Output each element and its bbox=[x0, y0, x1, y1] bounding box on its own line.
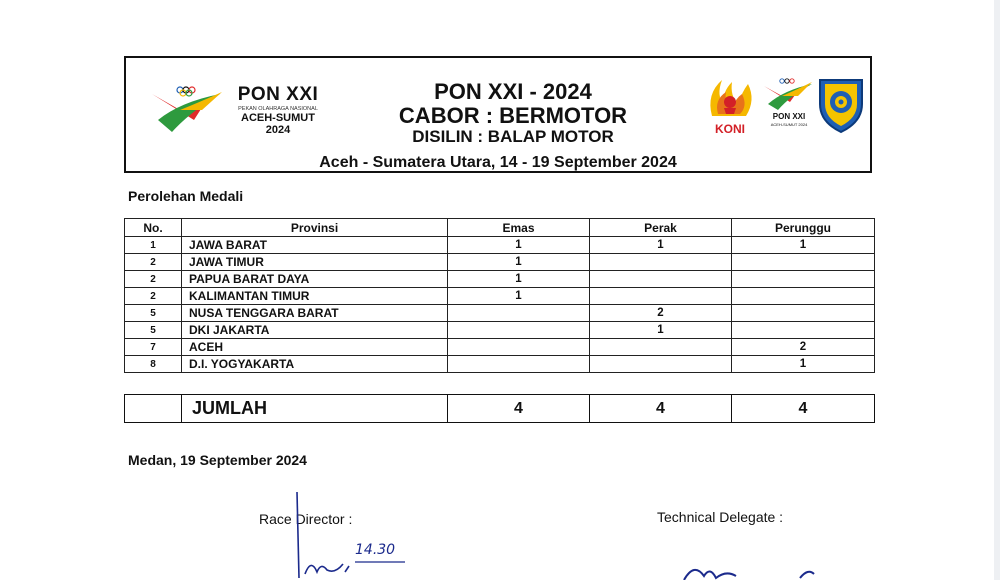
total-table bbox=[124, 394, 875, 423]
place-date: Medan, 19 September 2024 bbox=[128, 452, 307, 468]
cell-no: 2 bbox=[125, 271, 182, 288]
total-perunggu: 4 bbox=[732, 395, 875, 423]
pon-logo-region: ACEH-SUMUT bbox=[241, 112, 315, 124]
location-date: Aceh - Sumatera Utara, 14 - 19 September 2024 bbox=[319, 154, 677, 171]
cell-perunggu bbox=[732, 288, 875, 305]
table-row bbox=[125, 322, 875, 339]
pon-small-subtitle: ACEH-SUMUT 2024 bbox=[770, 122, 808, 127]
disilin-title: DISILIN : BALAP MOTOR bbox=[412, 127, 614, 146]
cell-perak: 2 bbox=[590, 305, 732, 322]
technical-delegate-label: Technical Delegate : bbox=[657, 509, 784, 525]
technical-delegate-signature bbox=[680, 560, 830, 580]
cell-emas: 1 bbox=[448, 288, 590, 305]
section-title: Perolehan Medali bbox=[128, 188, 244, 204]
table-row bbox=[125, 339, 875, 356]
cell-no: 2 bbox=[125, 254, 182, 271]
cell-perunggu bbox=[732, 305, 875, 322]
cell-provinsi: NUSA TENGGARA BARAT bbox=[182, 305, 448, 322]
table-row bbox=[125, 356, 875, 373]
medal-table bbox=[124, 218, 875, 373]
pon-logo-subtitle: PEKAN OLAHRAGA NASIONAL bbox=[238, 106, 318, 112]
cell-emas bbox=[448, 339, 590, 356]
cell-perunggu: 1 bbox=[732, 237, 875, 254]
race-director-label: Race Director : bbox=[259, 511, 353, 527]
cell-emas bbox=[448, 322, 590, 339]
header-perak: Perak bbox=[590, 219, 732, 237]
total-empty-cell bbox=[125, 395, 182, 423]
cell-provinsi: D.I. YOGYAKARTA bbox=[182, 356, 448, 373]
koni-logo bbox=[702, 74, 758, 138]
handwritten-time: 14.30 bbox=[355, 542, 396, 558]
cell-perak bbox=[590, 356, 732, 373]
total-row bbox=[125, 395, 875, 423]
cell-no: 8 bbox=[125, 356, 182, 373]
table-row bbox=[125, 237, 875, 254]
pon-small-logo bbox=[762, 76, 816, 138]
cell-perunggu bbox=[732, 254, 875, 271]
cell-perak bbox=[590, 339, 732, 356]
race-director-signature bbox=[285, 488, 415, 580]
cell-provinsi: JAWA BARAT bbox=[182, 237, 448, 254]
pon-logo-year: 2024 bbox=[265, 124, 291, 136]
total-label: JUMLAH bbox=[182, 395, 448, 423]
table-row bbox=[125, 305, 875, 322]
table-row bbox=[125, 288, 875, 305]
header-emas: Emas bbox=[448, 219, 590, 237]
cabor-title: CABOR : BERMOTOR bbox=[398, 103, 628, 128]
koni-flame-icon bbox=[702, 74, 758, 124]
cell-emas bbox=[448, 305, 590, 322]
cell-perak bbox=[590, 271, 732, 288]
cell-no: 5 bbox=[125, 305, 182, 322]
cell-provinsi: JAWA TIMUR bbox=[182, 254, 448, 271]
cell-emas: 1 bbox=[448, 271, 590, 288]
cell-emas bbox=[448, 356, 590, 373]
cell-provinsi: DKI JAKARTA bbox=[182, 322, 448, 339]
cell-provinsi: KALIMANTAN TIMUR bbox=[182, 288, 448, 305]
cell-perunggu bbox=[732, 271, 875, 288]
total-perak: 4 bbox=[590, 395, 732, 423]
imi-logo bbox=[816, 74, 866, 134]
header-titles bbox=[306, 80, 720, 147]
pon-small-title: PON XXI bbox=[772, 112, 806, 121]
cell-emas: 1 bbox=[448, 237, 590, 254]
cell-no: 5 bbox=[125, 322, 182, 339]
pon-small-swoosh-icon bbox=[762, 76, 816, 112]
header-provinsi: Provinsi bbox=[182, 219, 448, 237]
koni-label: KONI bbox=[715, 122, 745, 136]
cell-perak: 1 bbox=[590, 237, 732, 254]
table-row bbox=[125, 254, 875, 271]
header-no: No. bbox=[125, 219, 182, 237]
cell-no: 2 bbox=[125, 288, 182, 305]
cell-perak bbox=[590, 288, 732, 305]
cell-provinsi: PAPUA BARAT DAYA bbox=[182, 271, 448, 288]
table-row bbox=[125, 271, 875, 288]
pon-logo-title: PON XXI bbox=[237, 84, 319, 105]
cell-emas: 1 bbox=[448, 254, 590, 271]
event-title: PON XXI - 2024 bbox=[434, 79, 592, 104]
header-perunggu: Perunggu bbox=[732, 219, 875, 237]
cell-perak: 1 bbox=[590, 322, 732, 339]
cell-no: 1 bbox=[125, 237, 182, 254]
pon-xxi-logo bbox=[150, 80, 330, 140]
cell-perunggu: 2 bbox=[732, 339, 875, 356]
cell-no: 7 bbox=[125, 339, 182, 356]
total-emas: 4 bbox=[448, 395, 590, 423]
cell-perunggu: 1 bbox=[732, 356, 875, 373]
cell-perunggu bbox=[732, 322, 875, 339]
medal-table-header bbox=[125, 219, 875, 237]
page-edge bbox=[994, 0, 1000, 580]
pon-swoosh-icon bbox=[150, 80, 230, 140]
cell-perak bbox=[590, 254, 732, 271]
imi-shield-icon bbox=[816, 74, 866, 134]
cell-provinsi: ACEH bbox=[182, 339, 448, 356]
document-header bbox=[124, 56, 872, 173]
